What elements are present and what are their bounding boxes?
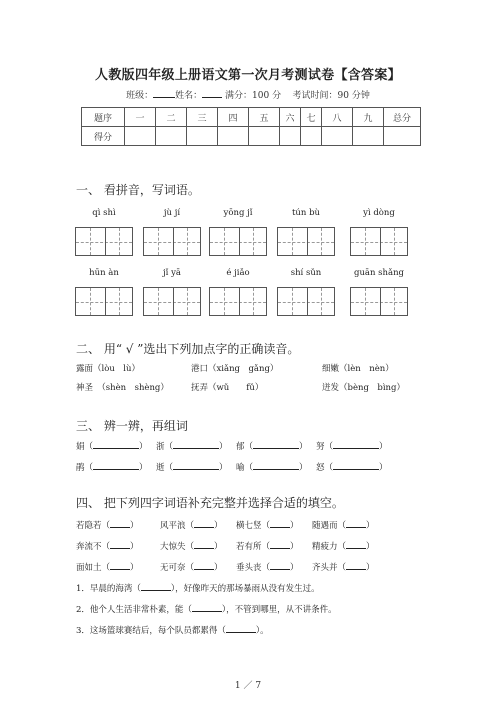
idiom-item: 横七竖（ ） <box>236 521 299 531</box>
exam-info <box>0 88 496 101</box>
word-item: 努（ ） <box>316 442 388 452</box>
answer-blank[interactable] <box>173 447 219 449</box>
score-header: 一 <box>125 108 156 127</box>
answer-blank[interactable] <box>226 631 256 633</box>
word-char: 娟 <box>76 442 85 452</box>
word-char: 喻 <box>236 463 245 473</box>
word-item: 怒（ ） <box>316 463 388 473</box>
score-header: 五 <box>249 108 280 127</box>
score-header: 总分 <box>384 108 421 127</box>
reading-item: 抚弄（wǔ fǔ） <box>191 383 264 393</box>
score-table-header-row <box>82 108 421 127</box>
idiom-text: 随遇而 <box>312 521 338 531</box>
writing-grid[interactable] <box>209 287 267 316</box>
pinyin: jǐ yā <box>163 268 181 278</box>
sentence-before: 3．这场篮球赛结后，每个队员都累得（ <box>76 626 226 636</box>
pinyin: jù jí <box>163 208 181 218</box>
section2-heading: 二、 用“ √ ”选出下列加点字的正确读音。 <box>76 342 300 356</box>
idiom-text: 垂头丧 <box>236 563 262 573</box>
score-cell[interactable] <box>156 127 187 146</box>
class-label: 班级： <box>126 91 154 101</box>
word-char: 浙 <box>156 442 165 452</box>
reading-item: 迸发（bèng bìng） <box>322 383 405 393</box>
score-header: 四 <box>218 108 249 127</box>
pinyin: qì shì <box>92 208 116 218</box>
writing-grid[interactable] <box>209 227 267 256</box>
score-cell[interactable] <box>187 127 218 146</box>
score-cell[interactable] <box>218 127 249 146</box>
pinyin: é jiǎo <box>226 268 250 278</box>
answer-blank[interactable] <box>194 547 214 549</box>
score-cell[interactable] <box>249 127 280 146</box>
score-cell[interactable] <box>322 127 353 146</box>
idiom-text: 横七竖 <box>236 521 262 531</box>
answer-blank[interactable] <box>333 468 379 470</box>
idiom-item: 随遇而（ ） <box>312 521 375 531</box>
answer-blank[interactable] <box>173 468 219 470</box>
pinyin: yōng jǐ <box>223 208 253 218</box>
word-char: 郁 <box>236 442 245 452</box>
reading-item: 神圣 （shèn shèng） <box>76 383 169 393</box>
sentence-after: ）。 <box>255 626 269 636</box>
score-header: 七 <box>301 108 322 127</box>
writing-grid[interactable] <box>350 227 408 256</box>
writing-grid[interactable] <box>143 227 201 256</box>
score-table <box>81 107 421 146</box>
full-score: 满分：100 分 <box>225 91 282 101</box>
idiom-item: 无可奈（ ） <box>160 563 223 573</box>
answer-blank[interactable] <box>110 526 130 528</box>
writing-grid[interactable] <box>277 227 335 256</box>
section4-heading: 四、 把下列四字词语补充完整并选择合适的填空。 <box>76 496 344 510</box>
reading-item: 细嫩（lèn nèn） <box>322 364 394 374</box>
section1-heading: 一、 看拼音，写词语。 <box>76 183 200 197</box>
reading-item: 露面（lòu lù） <box>76 364 141 374</box>
pinyin: guān shǎng <box>354 268 404 278</box>
answer-blank[interactable] <box>253 468 299 470</box>
word-item: 郁（ ） <box>236 442 308 452</box>
sentence-before: 2．他个人生活非常朴素，能（ <box>76 605 192 615</box>
answer-blank[interactable] <box>333 447 379 449</box>
answer-blank[interactable] <box>346 547 366 549</box>
page-number: 1 ／ 7 <box>234 681 262 691</box>
idiom-text: 奔流不 <box>76 542 102 552</box>
answer-blank[interactable] <box>194 568 214 570</box>
word-char: 鹃 <box>76 463 85 473</box>
score-cell[interactable] <box>125 127 156 146</box>
section3-heading: 三、 辨一辨，再组词 <box>76 419 188 433</box>
sentence-before: 1．早晨的海湾（ <box>76 584 141 594</box>
class-blank <box>153 96 175 98</box>
name-label: 姓名： <box>175 91 203 101</box>
writing-grid[interactable] <box>143 287 201 316</box>
answer-blank[interactable] <box>194 526 214 528</box>
word-item: 逝（ ） <box>156 463 228 473</box>
idiom-text: 精疲力 <box>312 542 338 552</box>
score-header: 题序 <box>82 108 125 127</box>
idiom-text: 无可奈 <box>160 563 186 573</box>
answer-blank[interactable] <box>141 589 171 591</box>
reading-item: 港口（xiǎng gǎng） <box>191 364 279 374</box>
score-header: 三 <box>187 108 218 127</box>
idiom-item: 风平浪（ ） <box>160 521 223 531</box>
idiom-text: 风平浪 <box>160 521 186 531</box>
score-cell[interactable] <box>301 127 322 146</box>
score-cell[interactable] <box>353 127 384 146</box>
answer-blank[interactable] <box>192 610 222 612</box>
idiom-text: 大惊失 <box>160 542 186 552</box>
idiom-item: 若有所（ ） <box>236 542 299 552</box>
word-item: 鹃（ ） <box>76 463 148 473</box>
word-char: 逝 <box>156 463 165 473</box>
answer-blank[interactable] <box>346 568 366 570</box>
idiom-item: 大惊失（ ） <box>160 542 223 552</box>
score-cell[interactable] <box>280 127 301 146</box>
score-header: 九 <box>353 108 384 127</box>
score-row-label: 得分 <box>82 127 125 146</box>
idiom-item: 齐头并（ ） <box>312 563 375 573</box>
pinyin: yì dòng <box>363 208 395 218</box>
score-header: 八 <box>322 108 353 127</box>
name-blank <box>202 96 222 98</box>
word-char: 怒 <box>316 463 325 473</box>
pinyin: shí sǔn <box>290 268 322 278</box>
idiom-text: 若隐若 <box>76 521 102 531</box>
answer-blank[interactable] <box>110 568 130 570</box>
word-item: 喻（ ） <box>236 463 308 473</box>
answer-blank[interactable] <box>253 447 299 449</box>
fill-sentence <box>76 624 269 636</box>
idiom-item: 奔流不（ ） <box>76 542 139 552</box>
exam-time: 考试时间：90 分钟 <box>292 91 370 101</box>
idiom-item: 面如土（ ） <box>76 563 139 573</box>
answer-blank[interactable] <box>270 568 290 570</box>
fill-sentence <box>76 603 337 615</box>
score-header: 二 <box>156 108 187 127</box>
pinyin: hūn àn <box>89 268 119 278</box>
writing-grid[interactable] <box>277 287 335 316</box>
sentence-after: ），不管到哪里，从不讲条件。 <box>221 605 337 615</box>
writing-grid[interactable] <box>75 287 133 316</box>
page-title: 人教版四年级上册语文第一次月考测试卷【含答案】 <box>95 68 401 83</box>
score-cell[interactable] <box>384 127 421 146</box>
idiom-text: 若有所 <box>236 542 262 552</box>
answer-blank[interactable] <box>93 468 139 470</box>
fill-sentence <box>76 582 320 594</box>
idiom-text: 齐头并 <box>312 563 338 573</box>
answer-blank[interactable] <box>270 526 290 528</box>
score-header: 六 <box>280 108 301 127</box>
pinyin: tún bù <box>292 208 320 218</box>
answer-blank[interactable] <box>270 547 290 549</box>
answer-blank[interactable] <box>93 447 139 449</box>
answer-blank[interactable] <box>346 526 366 528</box>
writing-grid[interactable] <box>350 287 408 316</box>
writing-grid[interactable] <box>75 227 133 256</box>
score-table-score-row <box>82 127 421 146</box>
idiom-item: 精疲力（ ） <box>312 542 375 552</box>
word-item: 娟（ ） <box>76 442 148 452</box>
word-char: 努 <box>316 442 325 452</box>
idiom-item: 若隐若（ ） <box>76 521 139 531</box>
sentence-after: ），好像昨天的那场暴雨从没有发生过。 <box>170 584 320 594</box>
idiom-text: 面如土 <box>76 563 102 573</box>
idiom-item: 垂头丧（ ） <box>236 563 299 573</box>
answer-blank[interactable] <box>110 547 130 549</box>
word-item: 浙（ ） <box>156 442 228 452</box>
